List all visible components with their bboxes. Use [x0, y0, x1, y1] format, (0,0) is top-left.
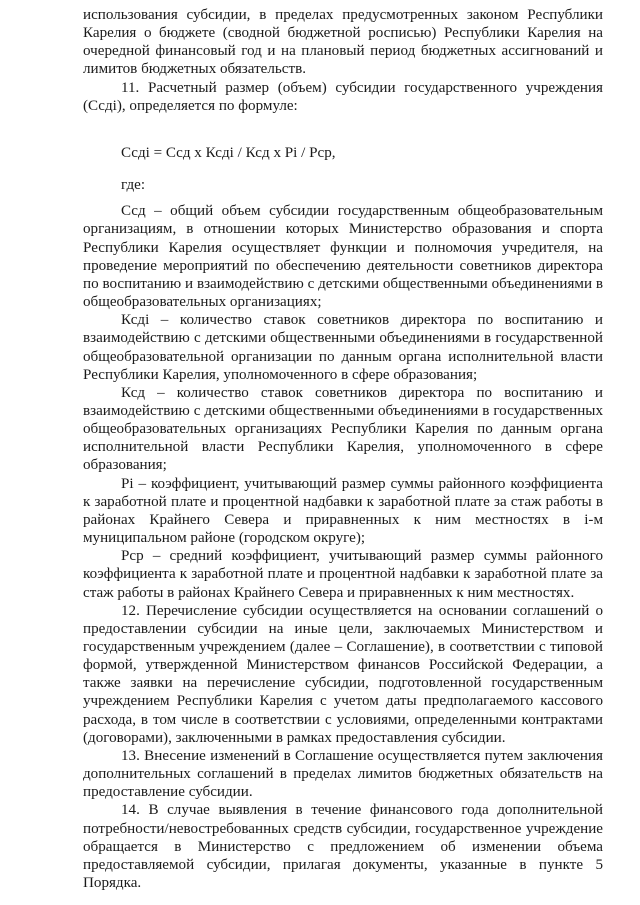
- definition-ksdi: Ксдi – количество ставок советников директора по воспитанию и взаимодействию с детскими общественными объединениями в государственной общеобразовательной организации по данным органа исполнительной власти Республики Карелия, уполномоченного в сфере образования;: [83, 312, 603, 383]
- formula: Ссдi = Ссд х Ксдi / Ксд х Рi / Рср,: [121, 144, 336, 161]
- document-page: [83, 6, 603, 892]
- paragraph-13: 13. Внесение изменений в Соглашение осуществляется путем заключения дополнительных соглашений в пределах лимитов бюджетных обязательств на предоставление субсидии.: [83, 747, 603, 801]
- definition-pi: Рi – коэффициент, учитывающий размер суммы районного коэффициента к заработной плате и процентной надбавки к заработной плате за стаж работы в районах Крайнего Севера и приравненных к ним местностях в i-м муниципальном районе (городском округе);: [83, 475, 603, 547]
- definition-ksd: Ксд – количество ставок советников директора по воспитанию и взаимодействию с детскими общественными объединениями в государственных общеобразовательных организациях Республики Карелия по данным органа исполнительной власти Республики Карелия, уполномоченного в сфере образования;: [83, 384, 603, 474]
- spacer: [83, 162, 603, 176]
- paragraph-12: 12. Перечисление субсидии осуществляется на основании соглашений о предоставлении субсидии на иные цели, заключаемых Министерством и государственным учреждением (далее – Соглашение), в соответствии с типовой формой, утвержденной Министерством финансов Российской Федерации, а также заявки на перечисление субсидии, подготовленной государственным учреждением Республики Карелия с учетом даты предполагаемого кассового расхода, в том числе в соответствии с условиями, определенными контрактами (договорами), заключенными в рамках предоставления субсидии.: [83, 602, 603, 746]
- spacer: [83, 194, 603, 202]
- paragraph-11: 11. Расчетный размер (объем) субсидии государственного учреждения (Ссдi), определяется по формуле:: [83, 79, 603, 114]
- where-label: где:: [121, 177, 146, 194]
- definition-ssd: Ссд – общий объем субсидии государственным общеобразовательным организациям, в отношении которых Министерство образования и спорта Республики Карелия осуществляет функции и полномочия учредителя, на проведение мероприятий по обеспечению деятельности советников директора по воспитанию и взаимодействию с детскими общественными объединениями в общеобразовательных организациях;: [83, 203, 603, 311]
- paragraph-continuation: использования субсидии, в пределах предусмотренных законом Республики Карелия о бюджете (сводной бюджетной росписью) Республики Карелия на очередной финансовый год и на плановый период бюджетных ассигнований и лимитов бюджетных обязательств.: [83, 7, 603, 78]
- paragraph-14: 14. В случае выявления в течение финансового года дополнительной потребности/невостребованных средств субсидии, государственное учреждение обращается в Министерство с предложением об изменении объема предоставляемой субсидии, прилагая документы, указанные в пункте 5 Порядка.: [83, 802, 603, 892]
- spacer: [83, 115, 603, 144]
- definition-psr: Рср – средний коэффициент, учитывающий размер суммы районного коэффициента к заработной плате и процентной надбавки к заработной плате за стаж работы в районах Крайнего Севера и приравненных к ним местностях.: [83, 548, 603, 601]
